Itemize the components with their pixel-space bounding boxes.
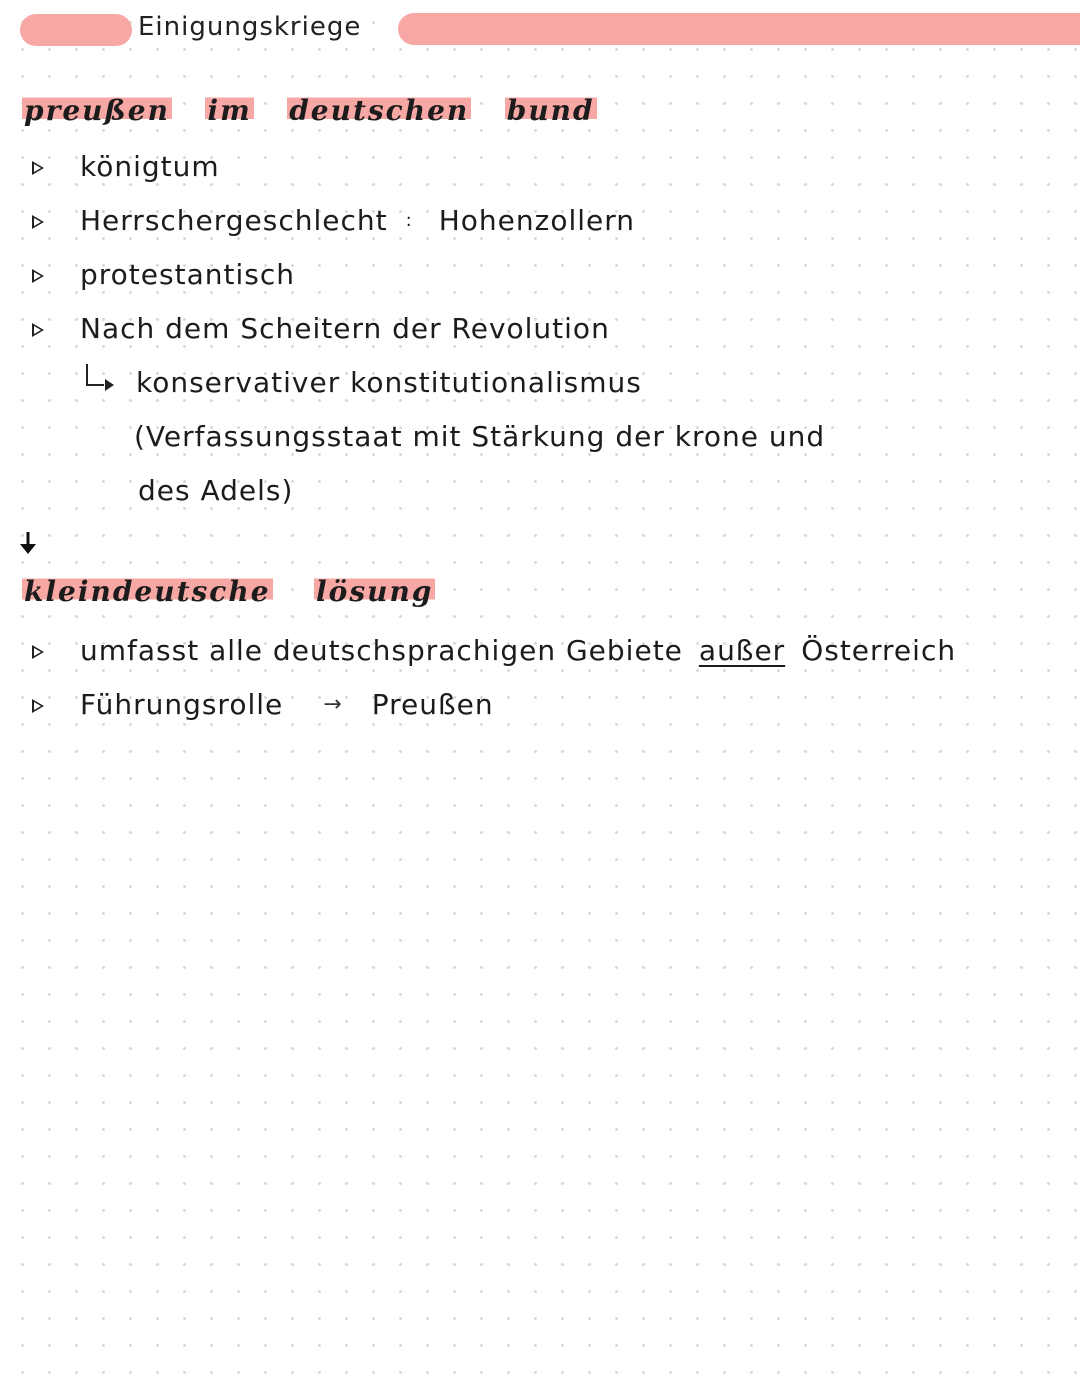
bullet-triangle-icon: [32, 161, 44, 175]
sub-point-line: [136, 366, 642, 399]
bullet-triangle-icon: [32, 699, 44, 713]
right-arrow-icon: →: [323, 692, 342, 717]
list-item-text: Österreich: [801, 634, 957, 667]
section-heading-kleindeutsche-loesung: [22, 575, 435, 608]
header-highlight-left: [20, 14, 132, 46]
page-title: Einigungskriege: [138, 12, 362, 42]
down-arrow-icon: [16, 530, 40, 556]
list-item-value: Hohenzollern: [438, 204, 636, 237]
sub-point-line: [138, 474, 293, 507]
sub-point-arrow-icon: [86, 364, 104, 386]
list-item-emphasis: außer: [698, 634, 786, 667]
list-item-separator: :: [405, 210, 413, 231]
bullet-triangle-icon: [32, 645, 44, 659]
list-item-text: protestantisch: [80, 258, 295, 291]
sub-point-text: (Verfassungsstaat mit Stärkung der krone und: [134, 420, 826, 453]
heading-word: bund: [506, 94, 595, 127]
heading-word: im: [207, 94, 252, 127]
list-item: [80, 150, 220, 183]
heading-word: lösung: [316, 575, 434, 608]
list-item: [80, 688, 494, 721]
list-item: [80, 634, 956, 667]
sub-point-line: [134, 420, 825, 453]
list-item: [80, 204, 635, 237]
section-heading-preussen: [22, 94, 597, 127]
bullet-triangle-icon: [32, 215, 44, 229]
list-item: [80, 258, 295, 291]
header-highlight-right: [398, 13, 1080, 45]
list-item-text: königtum: [80, 150, 220, 183]
heading-word: preußen: [24, 94, 170, 127]
heading-word: deutschen: [289, 94, 470, 127]
list-item-text: umfasst alle deutschsprachigen Gebiete: [80, 634, 683, 667]
list-item-text: Führungsrolle: [80, 688, 284, 721]
list-item-value: Preußen: [371, 688, 494, 721]
heading-word: kleindeutsche: [24, 575, 271, 608]
bullet-triangle-icon: [32, 269, 44, 283]
list-item-text: Herrschergeschlecht: [80, 204, 388, 237]
sub-point-text: konservativer konstitutionalismus: [136, 366, 642, 399]
sub-point-text: des Adels): [138, 474, 294, 507]
list-item: [80, 312, 610, 345]
bullet-triangle-icon: [32, 323, 44, 337]
list-item-text: Nach dem Scheitern der Revolution: [80, 312, 610, 345]
